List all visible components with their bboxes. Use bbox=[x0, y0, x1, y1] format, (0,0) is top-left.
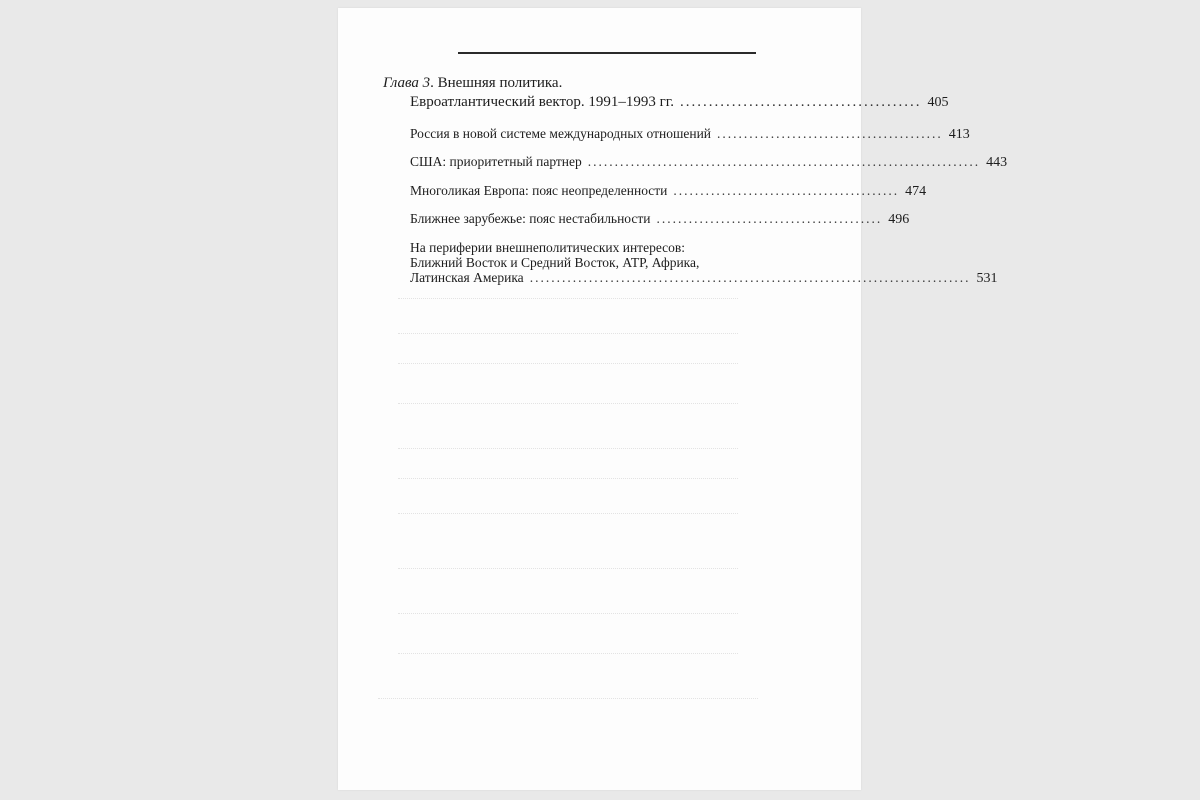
leader-dots: ......................................................................... bbox=[587, 154, 981, 169]
chapter-heading bbox=[383, 75, 562, 92]
leader-dots: .......................................... bbox=[673, 183, 900, 198]
toc-entry bbox=[410, 94, 949, 110]
toc-entry-multiline bbox=[410, 240, 998, 286]
toc-entry-title: Россия в новой системе международных отношений bbox=[410, 126, 712, 141]
leader-dots: .......................................... bbox=[717, 126, 943, 141]
toc-entry-page: 531 bbox=[976, 271, 998, 286]
toc-entry bbox=[410, 154, 1008, 170]
toc-entry-page: 413 bbox=[948, 127, 970, 142]
toc-entry-title: США: приоритетный партнер bbox=[410, 154, 582, 169]
toc-entry-title: Ближнее зарубежье: пояс нестабильности bbox=[410, 211, 651, 226]
chapter-title: . Внешняя политика. bbox=[430, 75, 563, 91]
toc-entry bbox=[410, 126, 970, 142]
top-rule bbox=[458, 52, 756, 54]
leader-dots: .......................................... bbox=[680, 94, 922, 110]
toc-entry-line: Ближний Восток и Средний Восток, АТР, Африка, bbox=[410, 255, 700, 270]
toc-entry-line: На периферии внешнеполитических интересов: bbox=[410, 240, 686, 255]
chapter-label: Глава 3 bbox=[383, 75, 431, 91]
toc-entry-title: Евроатлантический вектор. 1991–1993 гг. bbox=[410, 94, 674, 110]
toc-entry bbox=[410, 211, 910, 227]
leader-dots: .......................................... bbox=[656, 211, 883, 226]
toc-entry bbox=[410, 183, 927, 199]
toc-entry-line: Латинская Америка bbox=[410, 270, 524, 285]
toc-entry-page: 496 bbox=[888, 212, 910, 227]
toc-entry-page: 474 bbox=[905, 184, 927, 199]
toc-entry-page: 443 bbox=[986, 155, 1008, 170]
toc-entry-page: 405 bbox=[927, 95, 949, 110]
toc-entry-title: Многоликая Европа: пояс неопределенности bbox=[410, 183, 668, 198]
leader-dots: .................................................................................. bbox=[529, 270, 971, 285]
book-page bbox=[338, 8, 1008, 790]
